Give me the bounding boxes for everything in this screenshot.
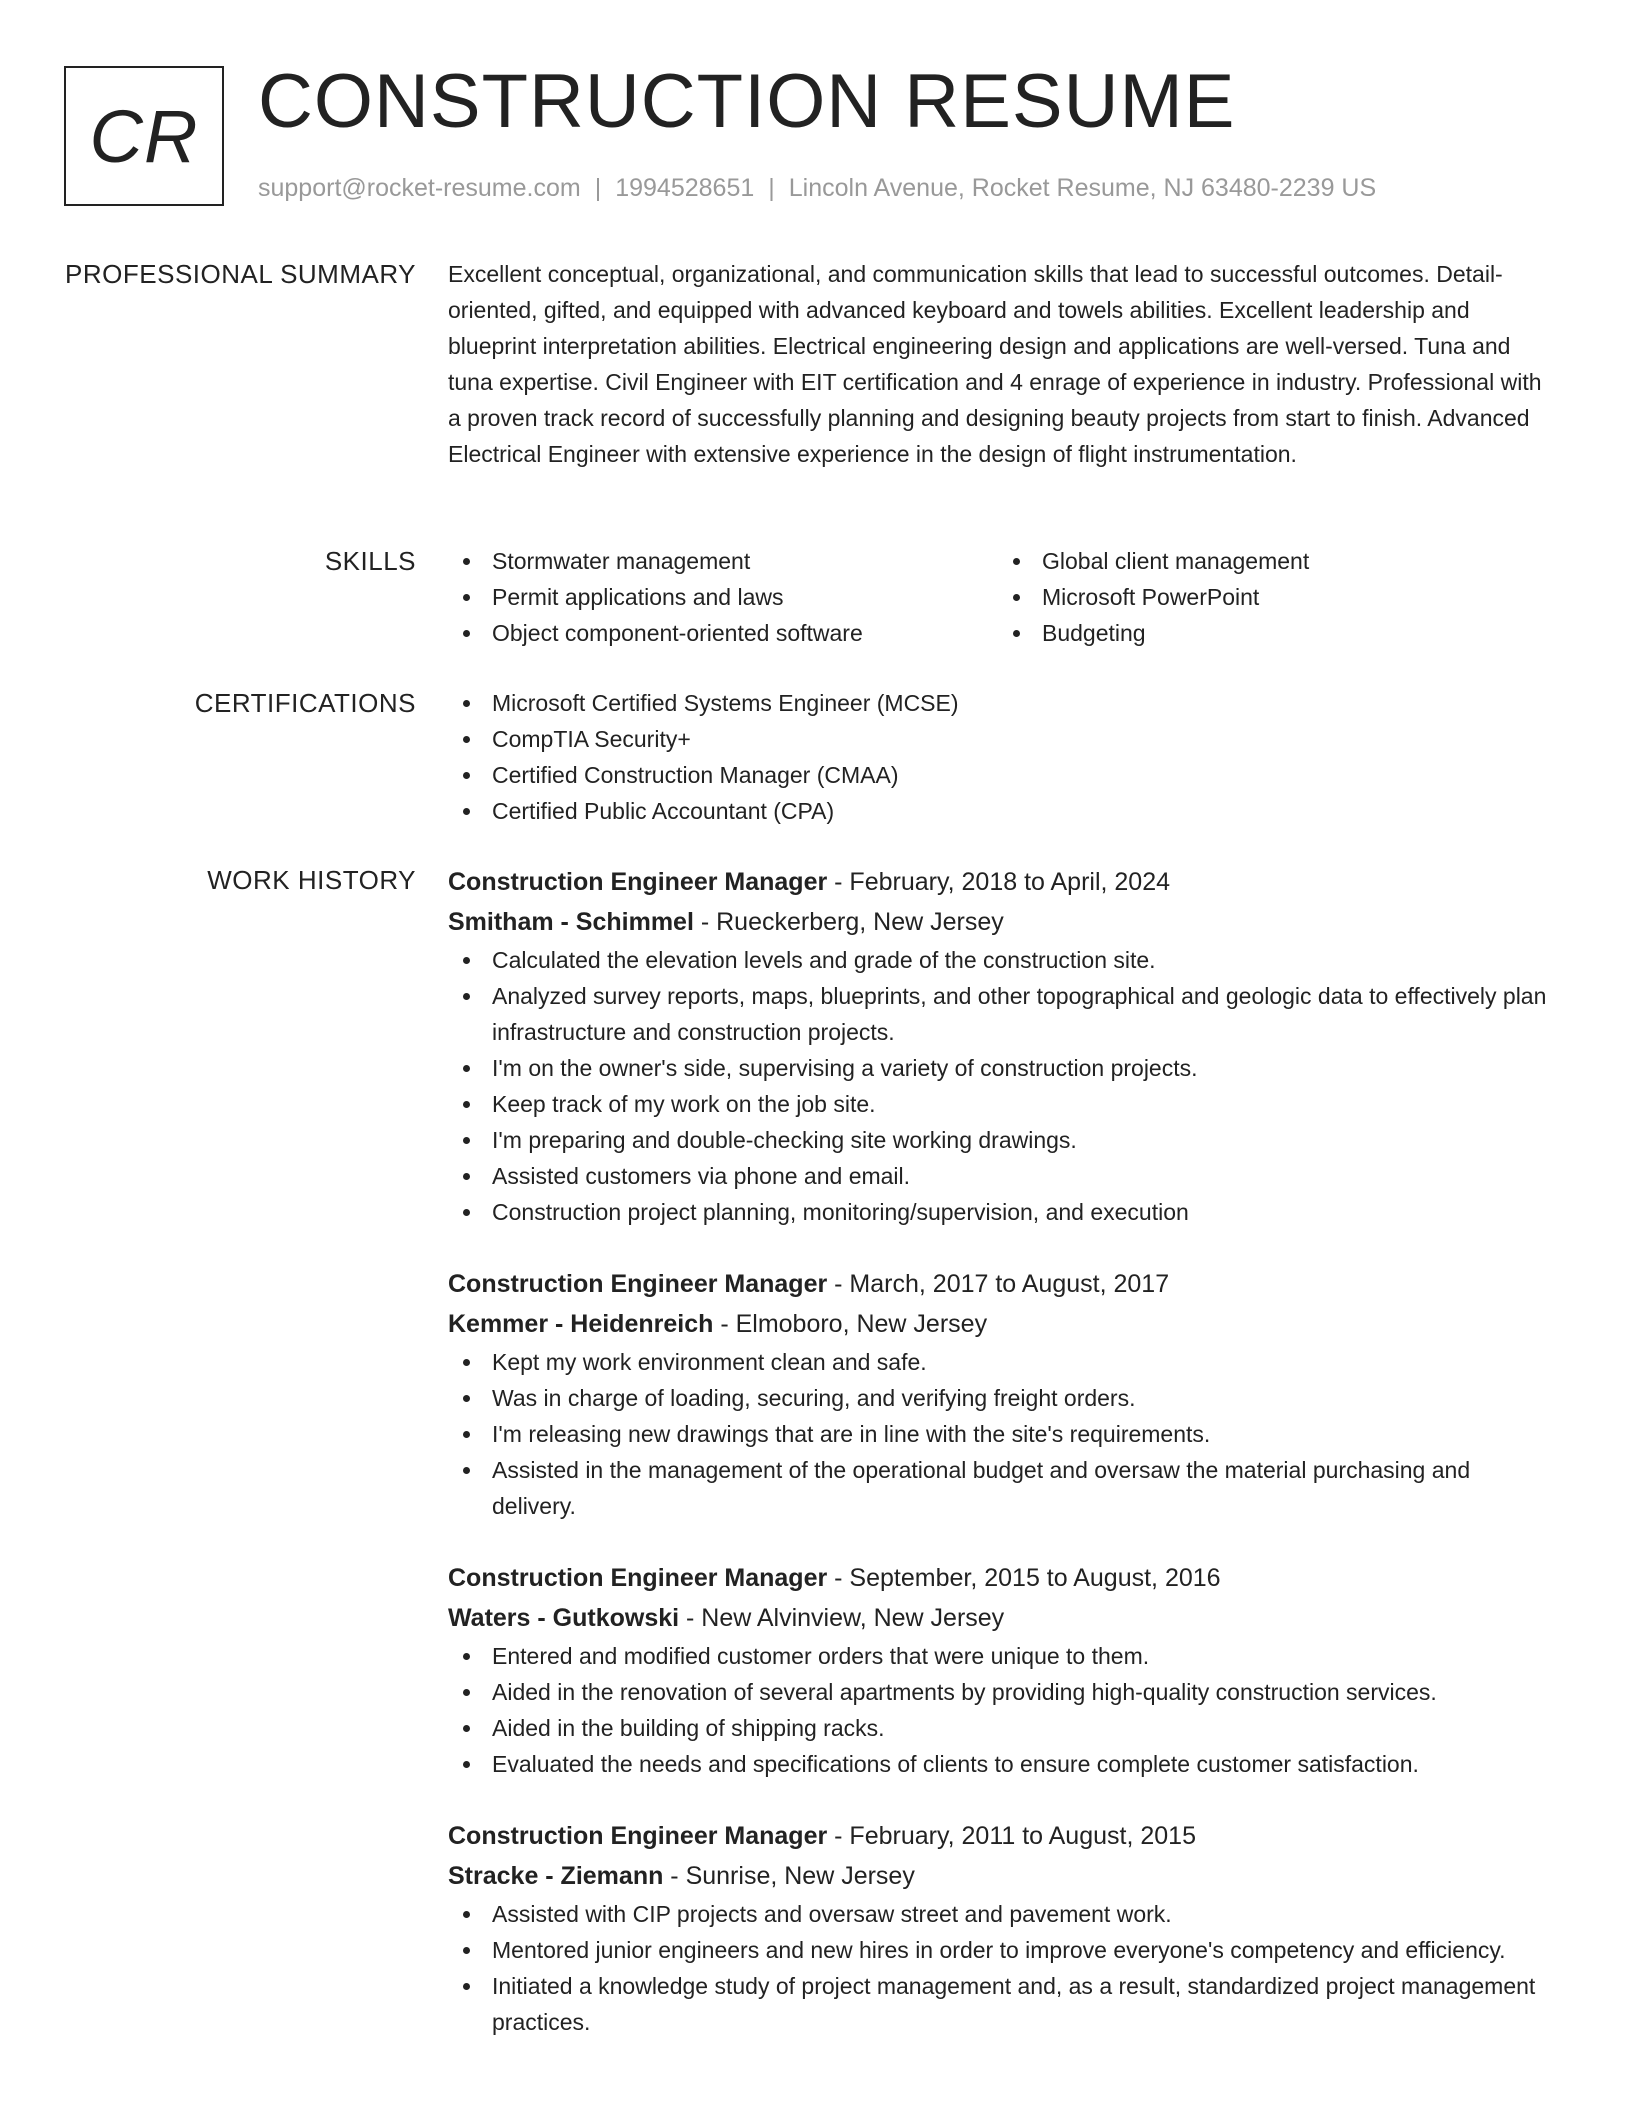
certifications-list (448, 685, 1556, 829)
job-bullet: Initiated a knowledge study of project management and, as a result, standardized project management practices. (448, 1968, 1556, 2040)
job-bullet: Entered and modified customer orders that were unique to them. (448, 1638, 1556, 1674)
contact-address: Lincoln Avenue, Rocket Resume, NJ 63480-2239 US (788, 174, 1377, 202)
job-bullet-list (448, 942, 1556, 1230)
job-location: - Sunrise, New Jersey (663, 1862, 915, 1890)
skills-heading: SKILLS (324, 546, 416, 576)
contact-line (258, 174, 1376, 203)
job-dates: - March, 2017 to August, 2017 (827, 1270, 1170, 1298)
job-title-line (448, 1264, 1556, 1304)
contact-phone[interactable]: 1994528651 (615, 174, 755, 202)
contact-email[interactable]: support@rocket-resume.com (258, 174, 581, 202)
job-title: Construction Engineer Manager (448, 1270, 828, 1298)
certification-item: Certified Public Accountant (CPA) (448, 793, 1556, 829)
job-bullet: Assisted with CIP projects and oversaw street and pavement work. (448, 1896, 1556, 1932)
job-bullet: Aided in the renovation of several apartments by providing high-quality construction services. (448, 1674, 1556, 1710)
certifications-heading: CERTIFICATIONS (194, 688, 416, 718)
job-entry (448, 1264, 1556, 1524)
job-company-line (448, 1856, 1556, 1896)
job-bullet: Assisted customers via phone and email. (448, 1158, 1556, 1194)
skill-item: Stormwater management (448, 543, 998, 579)
job-entry (448, 1558, 1556, 1782)
job-company: Kemmer - Heidenreich (448, 1310, 714, 1338)
resume-title: CONSTRUCTION RESUME (258, 59, 1236, 144)
monogram-box (64, 66, 224, 206)
job-location: - New Alvinview, New Jersey (679, 1604, 1005, 1632)
job-bullet: Kept my work environment clean and safe. (448, 1344, 1556, 1380)
job-bullet-list (448, 1344, 1556, 1524)
skill-item: Permit applications and laws (448, 579, 998, 615)
work-history-body (448, 862, 1556, 2074)
job-bullet: Aided in the building of shipping racks. (448, 1710, 1556, 1746)
job-dates: - February, 2011 to August, 2015 (827, 1822, 1196, 1850)
skills-list (448, 543, 1556, 651)
job-bullet: Analyzed survey reports, maps, blueprints, and other topographical and geologic data to effectively plan infrastructure and construction projects. (448, 978, 1556, 1050)
job-title: Construction Engineer Manager (448, 1822, 828, 1850)
job-bullet: I'm releasing new drawings that are in line with the site's requirements. (448, 1416, 1556, 1452)
summary-body (448, 256, 1556, 472)
job-title: Construction Engineer Manager (448, 1564, 828, 1592)
job-company: Stracke - Ziemann (448, 1862, 664, 1890)
certification-item: Microsoft Certified Systems Engineer (MCSE) (448, 685, 1556, 721)
skills-body (448, 543, 1556, 651)
job-title-line (448, 1816, 1556, 1856)
skill-item: Microsoft PowerPoint (998, 579, 1548, 615)
contact-separator: | (594, 174, 602, 202)
job-bullet: Keep track of my work on the job site. (448, 1086, 1556, 1122)
job-bullet-list (448, 1638, 1556, 1782)
job-entry (448, 1816, 1556, 2040)
job-location: - Elmoboro, New Jersey (713, 1310, 988, 1338)
job-title: Construction Engineer Manager (448, 868, 828, 896)
certification-item: Certified Construction Manager (CMAA) (448, 757, 1556, 793)
monogram-initials: CR (89, 94, 199, 178)
job-title-line (448, 1558, 1556, 1598)
job-bullet: Mentored junior engineers and new hires in order to improve everyone's competency and efficiency. (448, 1932, 1556, 1968)
summary-heading: PROFESSIONAL SUMMARY (65, 259, 416, 289)
skill-item: Global client management (998, 543, 1548, 579)
skill-item: Object component-oriented software (448, 615, 998, 651)
job-entry (448, 862, 1556, 1230)
job-company-line (448, 1598, 1556, 1638)
certification-item: CompTIA Security+ (448, 721, 1556, 757)
summary-text: Excellent conceptual, organizational, and communication skills that lead to successful outcomes. Detail-oriented, gifted, and equipped with advanced keyboard and towels abilities. Excellent leadership and blueprint interpretation abilities. Electrical engineering design and applications are well-versed. Tuna and tuna expertise. Civil Engineer with EIT certification and 4 enrage of experience in industry. Professional with a proven track record of successfully planning and designing beauty projects from start to finish. Advanced Electrical Engineer with extensive experience in the design of flight instrumentation. (448, 261, 1542, 467)
job-company: Waters - Gutkowski (448, 1604, 680, 1632)
job-dates: - February, 2018 to April, 2024 (827, 868, 1171, 896)
job-dates: - September, 2015 to August, 2016 (827, 1564, 1221, 1592)
skill-item: Budgeting (998, 615, 1548, 651)
job-bullet: Was in charge of loading, securing, and verifying freight orders. (448, 1380, 1556, 1416)
job-bullet: I'm on the owner's side, supervising a variety of construction projects. (448, 1050, 1556, 1086)
contact-separator: | (768, 174, 775, 202)
job-bullet: Assisted in the management of the operational budget and oversaw the material purchasing and delivery. (448, 1452, 1556, 1524)
job-company: Smitham - Schimmel (448, 908, 694, 936)
job-bullet: I'm preparing and double-checking site working drawings. (448, 1122, 1556, 1158)
job-company-line (448, 902, 1556, 942)
job-bullet: Calculated the elevation levels and grade of the construction site. (448, 942, 1556, 978)
job-bullet: Construction project planning, monitoring/supervision, and execution (448, 1194, 1556, 1230)
job-bullet: Evaluated the needs and specifications of clients to ensure complete customer satisfaction. (448, 1746, 1556, 1782)
certifications-body (448, 685, 1556, 829)
work-history-heading: WORK HISTORY (207, 865, 416, 895)
job-location: - Rueckerberg, New Jersey (693, 908, 1004, 936)
job-bullet-list (448, 1896, 1556, 2040)
job-company-line (448, 1304, 1556, 1344)
job-title-line (448, 862, 1556, 902)
